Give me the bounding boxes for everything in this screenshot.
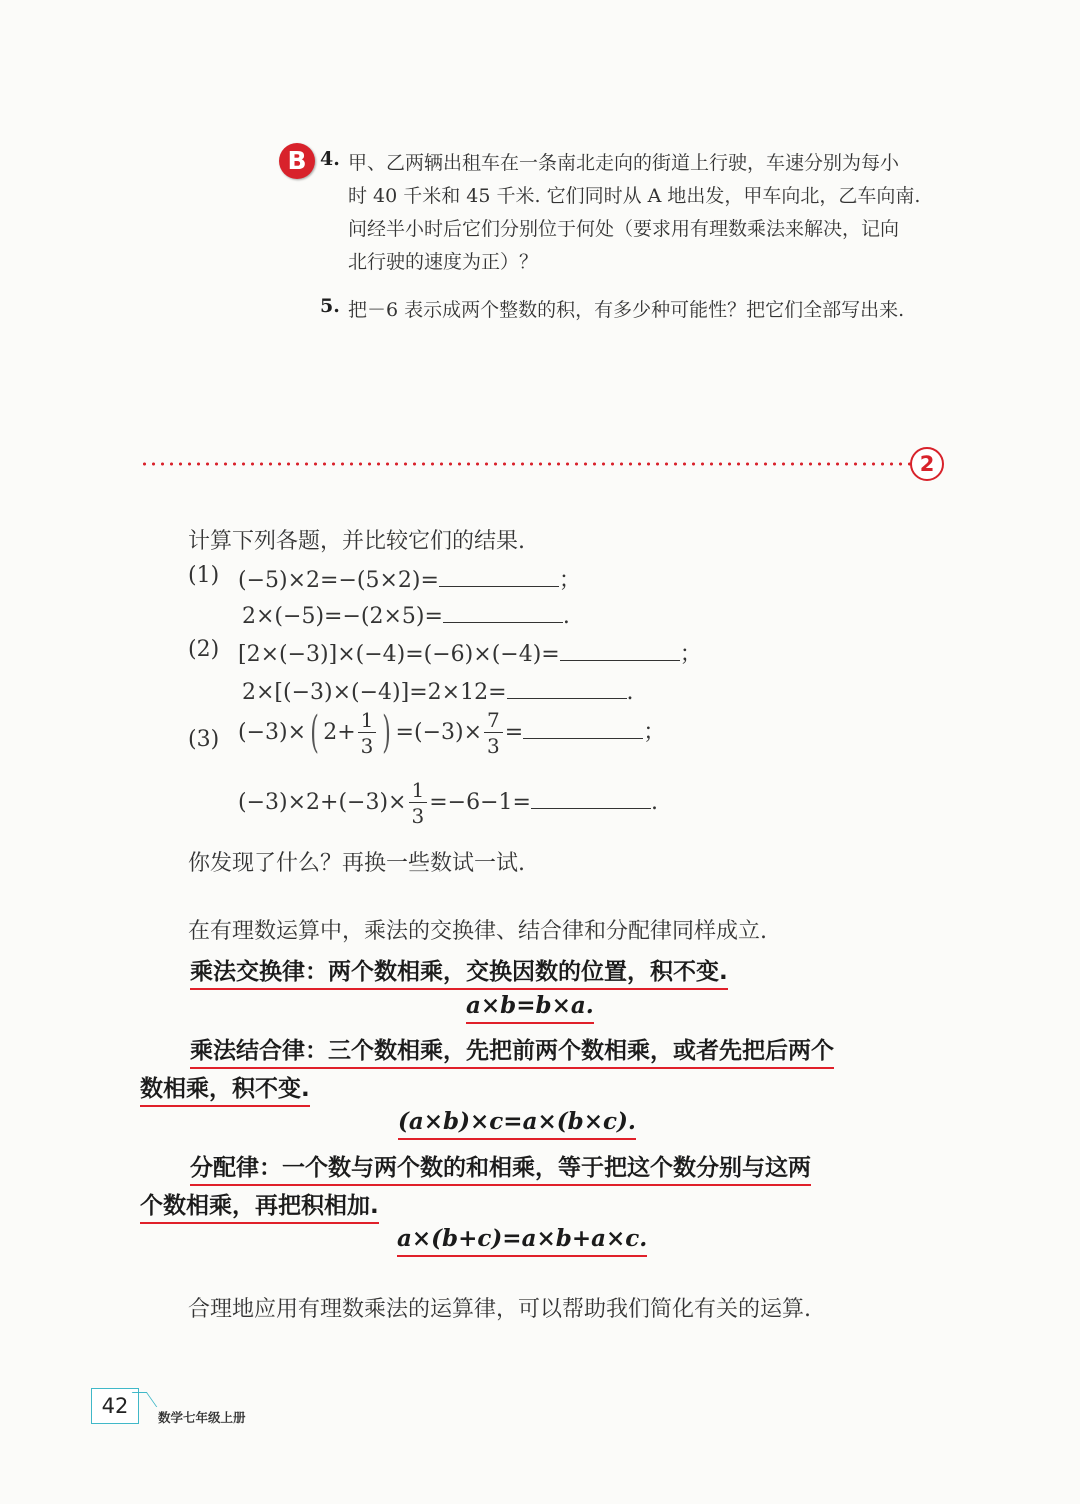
book-title: 数学七年级上册 xyxy=(158,1410,246,1425)
exploration-question: 你发现了什么？再换一些数试一试. xyxy=(188,851,525,876)
problem-1a-expr: (−5)×2=−(5×2)= xyxy=(238,568,439,593)
question-4-line-2: 时 40 千米和 45 千米. 它们同时从 A 地出发，甲车向北，乙车向南. xyxy=(348,185,921,207)
problem-3a xyxy=(238,707,666,758)
answer-blank-2a[interactable] xyxy=(560,638,680,661)
distributive-formula: a×(b+c)=a×b+a×c. xyxy=(397,1225,647,1257)
associative-formula: (a×b)×c=a×(b×c). xyxy=(398,1108,636,1140)
problem-3a-pre: (−3)× xyxy=(238,720,307,745)
problem-1b-end: . xyxy=(562,604,570,629)
problem-1-label: (1) xyxy=(188,563,220,588)
answer-blank-2b[interactable] xyxy=(507,676,627,699)
exploration-intro: 计算下列各题，并比较它们的结果. xyxy=(188,529,525,554)
problem-3b-end: . xyxy=(650,790,658,815)
fraction-seven-thirds: $\frac{7}{3}$ xyxy=(484,710,503,756)
fraction-one-third-b: $\frac{1}{3}$ xyxy=(409,780,428,826)
problem-3-label: (3) xyxy=(188,727,220,752)
answer-blank-1a[interactable] xyxy=(439,564,559,587)
problem-2a-expr: [2×(−3)]×(−4)=(−6)×(−4)= xyxy=(238,642,560,667)
fraction-one-third: $\frac{1}{3}$ xyxy=(358,710,377,756)
problem-3a-in: 2+ xyxy=(323,720,356,745)
problem-2a-end: ； xyxy=(679,642,702,667)
associative-law-line-2: 数相乘，积不变. xyxy=(140,1070,310,1103)
problem-3a-mid: =(−3)× xyxy=(395,720,483,745)
problem-2-label: (2) xyxy=(188,637,220,662)
commutative-formula: a×b=b×a. xyxy=(466,992,594,1024)
question-4-line-1: 甲、乙两辆出租车在一条南北走向的街道上行驶，车速分别为每小 xyxy=(348,152,900,174)
page-number: 42 xyxy=(91,1388,139,1424)
commutative-law: 乘法交换律：两个数相乘，交换因数的位置，积不变. xyxy=(190,953,728,986)
answer-blank-1b[interactable] xyxy=(443,600,563,623)
problem-1a-end: ； xyxy=(558,568,581,593)
problem-2b xyxy=(242,676,634,705)
laws-intro: 在有理数运算中，乘法的交换律、结合律和分配律同样成立. xyxy=(188,919,767,944)
problem-3b-post: =−6−1= xyxy=(429,790,531,815)
right-paren: ) xyxy=(382,707,392,758)
problem-1b xyxy=(242,600,570,629)
problem-3a-eq: = xyxy=(504,720,524,745)
laws-conclusion: 合理地应用有理数乘法的运算律，可以帮助我们简化有关的运算. xyxy=(188,1297,811,1322)
answer-blank-3b[interactable] xyxy=(531,786,651,809)
problem-2b-end: . xyxy=(626,680,634,705)
question-4-line-3: 问经半小时后它们分别位于何处（要求用有理数乘法来解决，记向 xyxy=(348,218,900,240)
question-5-text: 把－6 表示成两个整数的积，有多少种可能性？把它们全部写出来. xyxy=(348,299,905,321)
distributive-law-line-1: 分配律：一个数与两个数的和相乘，等于把这个数分别与这两 xyxy=(190,1149,811,1182)
section-b-badge: B xyxy=(279,143,315,179)
question-4-number: 4. xyxy=(320,148,340,170)
problem-2a xyxy=(238,637,702,668)
problem-2b-expr: 2×[(−3)×(−4)]=2×12= xyxy=(242,680,507,705)
left-paren: ( xyxy=(310,707,319,758)
associative-law-line-1: 乘法结合律：三个数相乘，先把前两个数相乘，或者先把后两个 xyxy=(190,1032,834,1065)
section-number-badge: 2 xyxy=(910,447,944,481)
problem-3a-end: ； xyxy=(643,720,666,745)
problem-3b-pre: (−3)×2+(−3)× xyxy=(238,790,407,815)
problem-1b-expr: 2×(−5)=−(2×5)= xyxy=(242,604,443,629)
question-5-number: 5. xyxy=(320,295,340,317)
problem-3b xyxy=(238,780,658,826)
answer-blank-3a[interactable] xyxy=(523,716,643,739)
problem-1a xyxy=(238,563,581,594)
question-4-line-4: 北行驶的速度为正）？ xyxy=(348,251,539,273)
dotted-divider xyxy=(140,462,912,466)
distributive-law-line-2: 个数相乘，再把积相加. xyxy=(140,1187,379,1220)
